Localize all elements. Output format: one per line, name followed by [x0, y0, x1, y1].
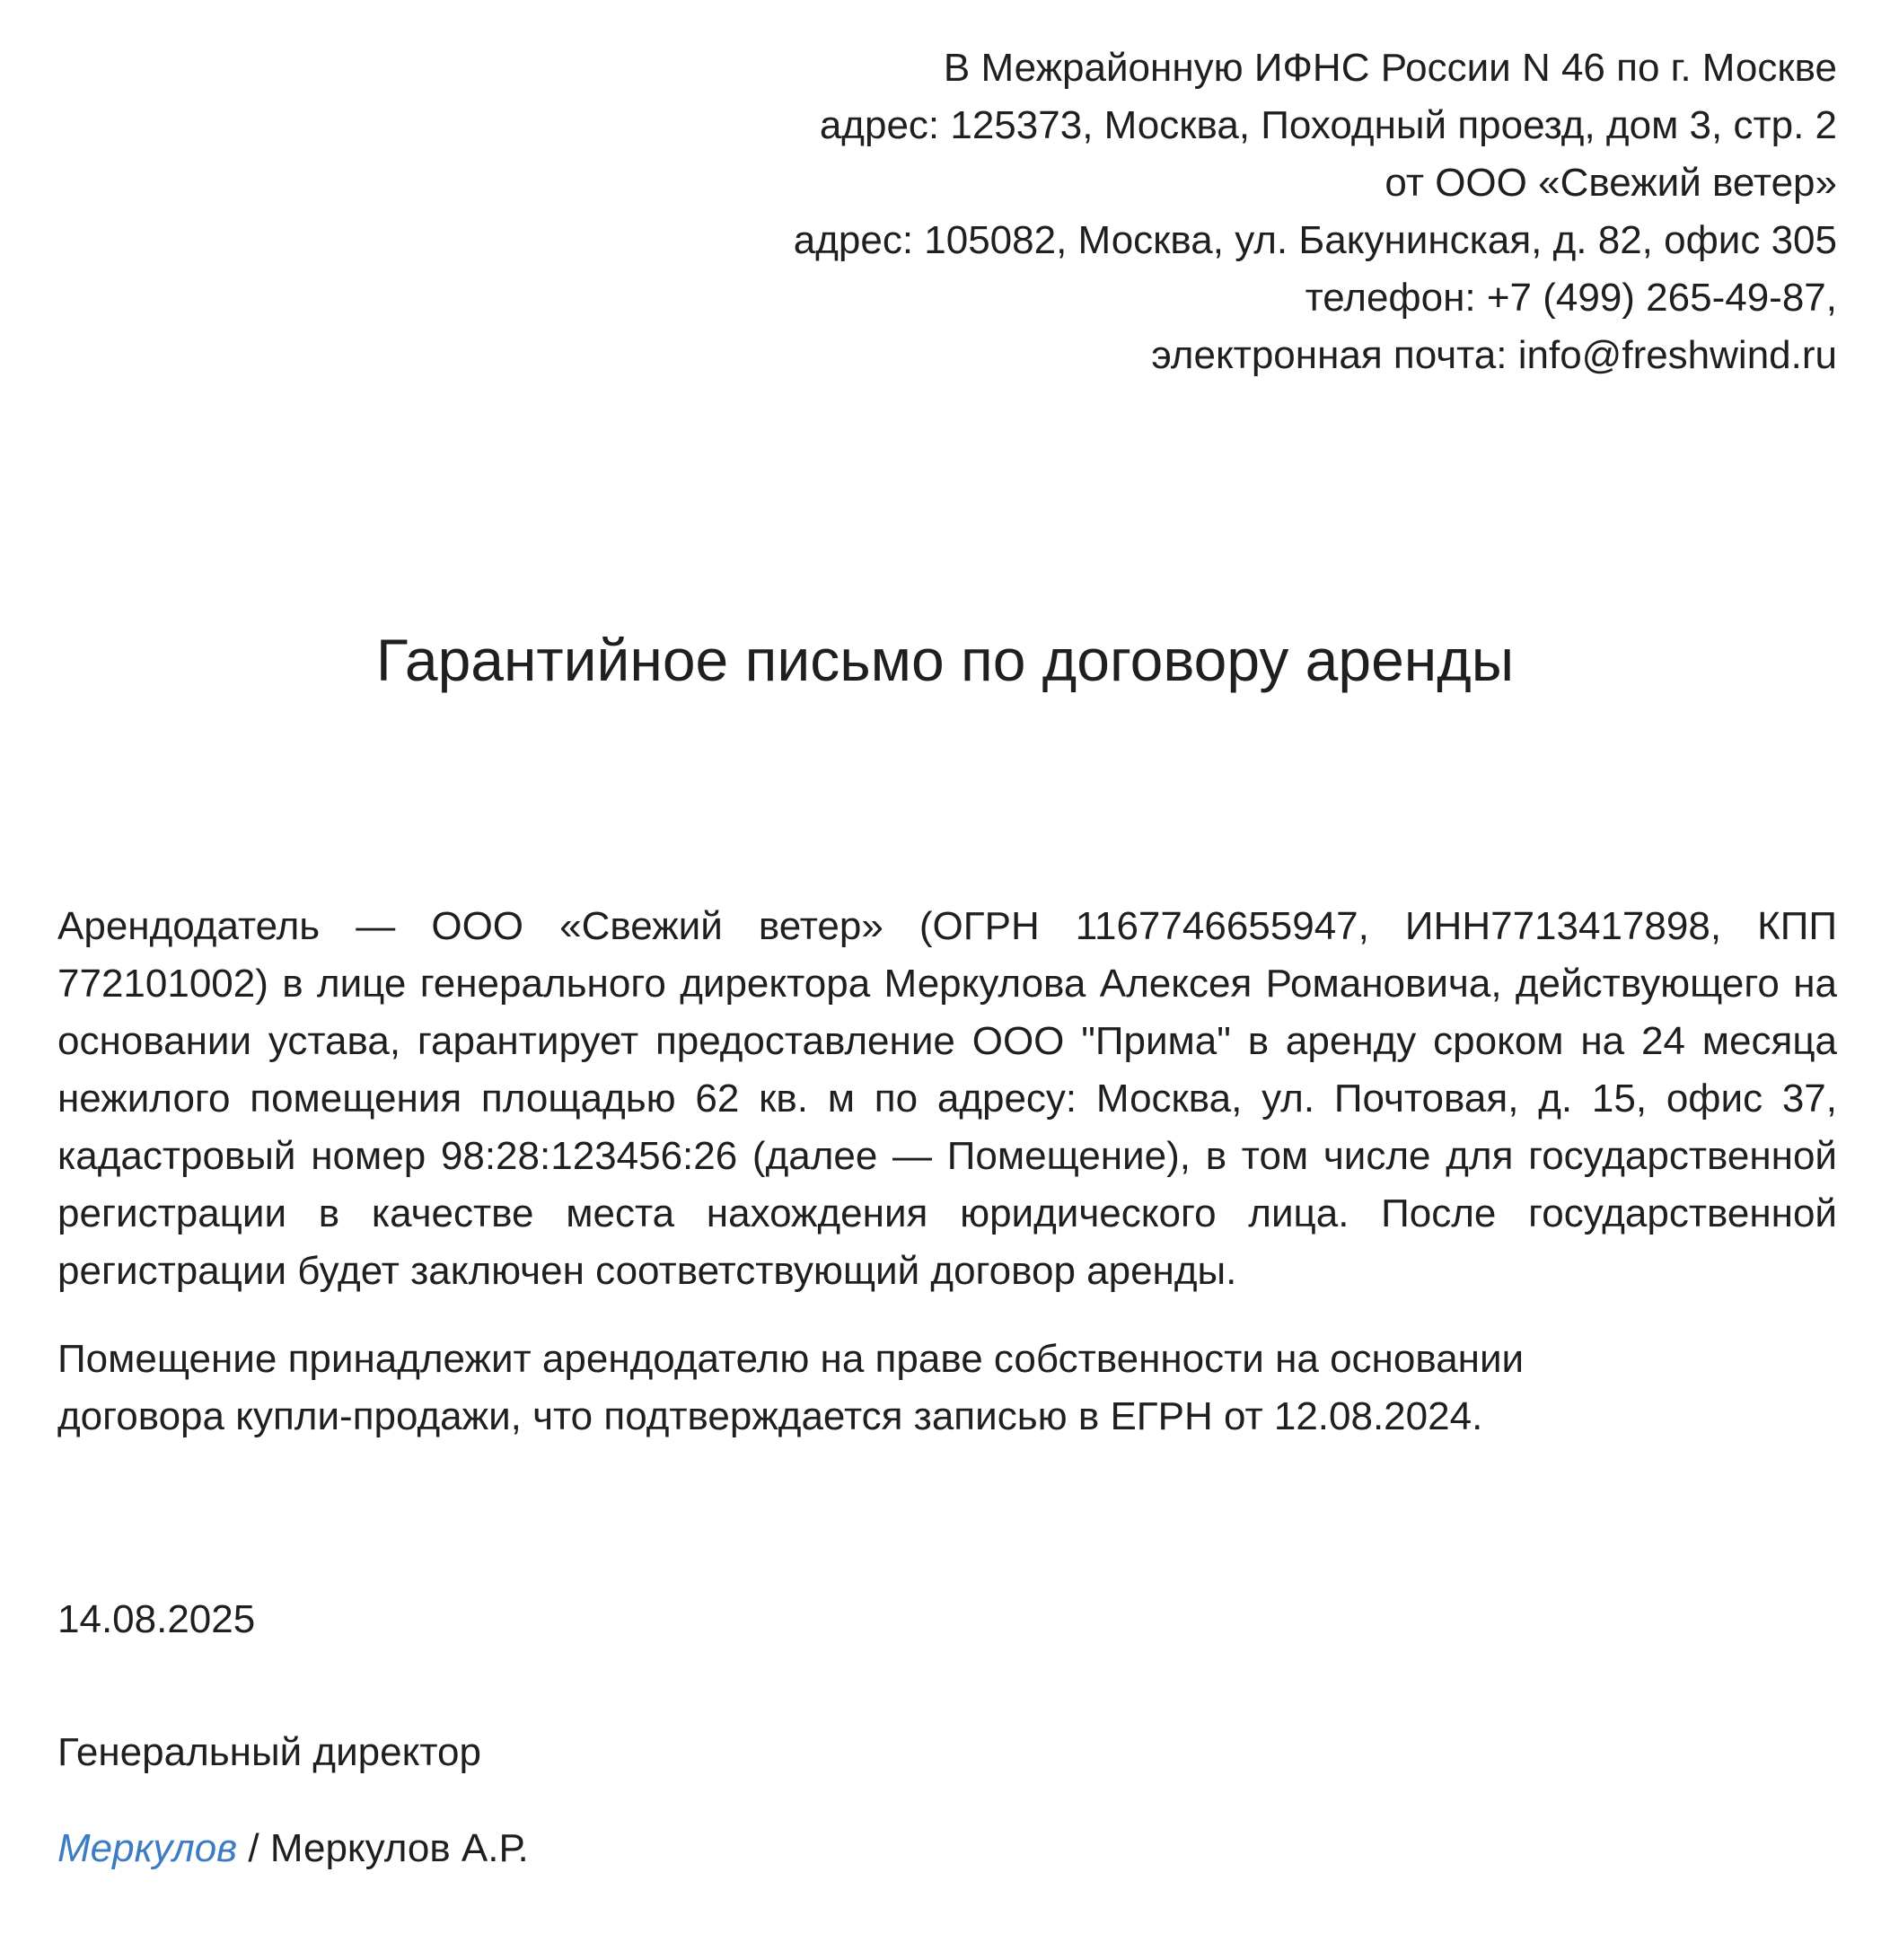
signature-line	[57, 1820, 529, 1877]
signature-separator: /	[237, 1826, 270, 1870]
sender-email: электронная почта: info@freshwind.ru	[1151, 333, 1837, 377]
signatory-position: Генеральный директор	[57, 1730, 481, 1774]
letter-body	[57, 898, 1837, 1446]
address-block	[794, 40, 1837, 384]
sender-address: адрес: 105082, Москва, ул. Бакунинская, д. 82, офис 305	[793, 218, 1837, 262]
signatory-name: Меркулов А.Р.	[269, 1826, 529, 1870]
handwritten-signature: Меркулов	[57, 1826, 238, 1870]
letter-date: 14.08.2025	[57, 1597, 256, 1641]
sender-line: от ООО «Свежий ветер»	[1385, 161, 1837, 205]
sender-phone: телефон: +7 (499) 265-49-87,	[1305, 276, 1837, 320]
document-title: Гарантийное письмо по договору аренды	[375, 627, 1515, 693]
body-paragraph-ownership: Помещение принадлежит арендодателю на праве собственности на основании договора купли-продажи, что подтверждается записью в ЕГРН от 12.08.2024.	[57, 1337, 1525, 1438]
recipient-address: адрес: 125373, Москва, Походный проезд, дом 3, стр. 2	[819, 103, 1837, 147]
body-paragraph-guarantee: Арендодатель — ООО «Свежий ветер» (ОГРН 1167746655947, ИНН7713417898, КПП 772101002) в лице генерального директора Меркулова Алексея Романовича, действующего на основании устава, гарантирует предоставление ООО "Прима" в аренду сроком на 24 месяца нежилого помещения площадью 62 кв. м по адресу: Москва, ул. Почтовая, д. 15, офис 37, кадастровый номер 98:28:123456:26 (далее — Помещение), в том числе для государственной регистрации в качестве места нахождения юридического лица. После государственной регистрации будет заключен соответствующий договор аренды.	[57, 904, 1837, 1293]
recipient-line: В Межрайонную ИФНС России N 46 по г. Москве	[943, 46, 1837, 90]
